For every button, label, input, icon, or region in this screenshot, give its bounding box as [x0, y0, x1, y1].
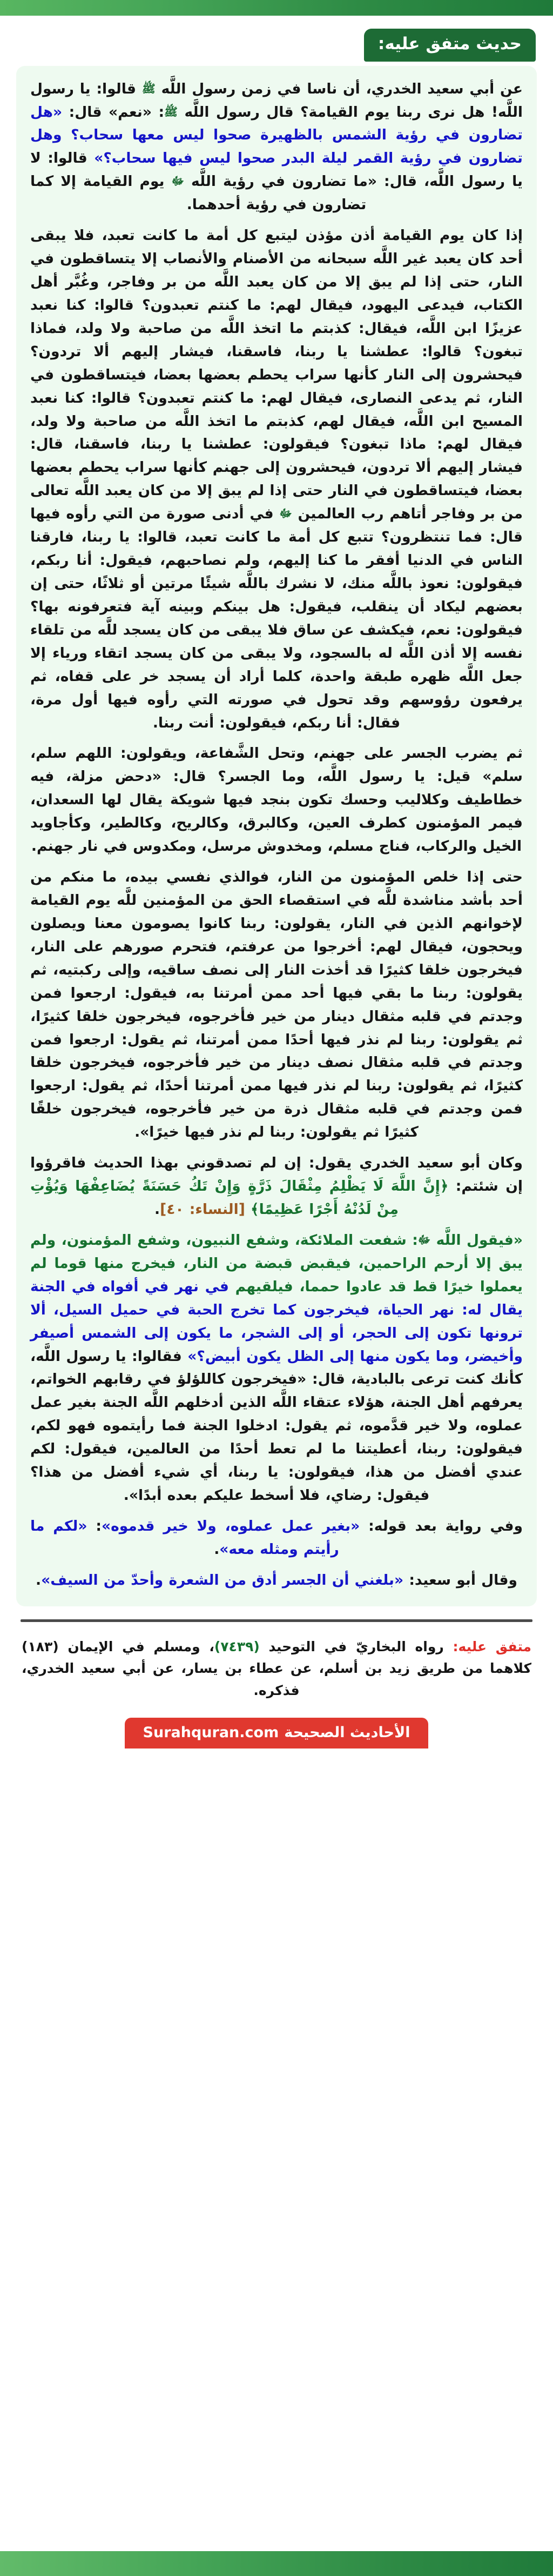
source-grade-label: متفق عليه:	[453, 1638, 532, 1654]
brand-site-url: Surahquran.com	[143, 1724, 279, 1741]
source-text-run: رواه البخاريّ في التوحيد	[259, 1638, 453, 1654]
text-run-brown: [النساء: ٤٠]	[160, 1200, 251, 1218]
brand-arabic-label: الأحاديث الصحيحة	[284, 1724, 410, 1741]
source-text-run: كلاهما من طريق زيد بن أسلم، عن عطاء بن يسار، عن أبي سعيد الخدري، فذكره.	[22, 1660, 531, 1698]
text-run-blue: «بغير عمل عملوه، ولا خير قدموه»	[101, 1517, 360, 1534]
hadith-paragraph	[30, 224, 523, 735]
hadith-paragraph	[30, 866, 523, 1144]
hadith-number: (٧٤٣٩)	[214, 1638, 260, 1654]
text-run-black: قالوا: يا رسول اللَّه! هل نرى ربنا يوم القيامة؟ قال رسول اللَّه	[30, 80, 523, 121]
text-run-black: .	[36, 1571, 42, 1589]
text-run-black: فقالوا: يا رسول اللَّه، كأنك كنت ترعى بالبادية، قال:	[30, 1347, 523, 1388]
text-run-green: : شفعت الملائكة، وشفع النبيون، وشفع المؤمنون، ولم يبق إلا أرحم الراحمين، فيقبض قبضة من النار، فيخرج منها قوما لم يعملوا خيرًا قط قد عادوا حمما، فيلقيهم	[30, 1231, 523, 1295]
text-run-black: وفي رواية بعد قوله:	[360, 1517, 523, 1534]
text-run-blue: «لكم ما رأيتم ومثله معه»	[30, 1517, 339, 1558]
hadith-source-attribution	[10, 1636, 543, 1702]
text-run-blue: «هل تضارون في رؤية الشمس بالظهيرة صحوا ليس معها سحاب؟ وهل تضارون في رؤية القمر ليلة البدر صحوا ليس فيها سحاب؟»	[30, 103, 523, 167]
text-run-black: : «نعم» قال:	[62, 103, 165, 121]
text-run-green: ﴿إِنَّ اللَّهَ لَا يَظْلِمُ مِثْقَالَ ذَرَّةٍ وَإِنْ تَكُ حَسَنَةً يُضَاعِفْهَا وَيُؤْتِ مِنْ لَدُنْهُ أَجْرًا عَظِيمًا﴾	[30, 1178, 449, 1218]
text-run-green: «فيقول اللَّه	[430, 1231, 523, 1249]
text-run-blue: في نهر في أفواه في الجنة يقال له: نهر الحياة، فيخرجون كما تخرج الحبة في حميل السيل، ألا ترونها تكون إلى الحجر، أو إلى الشجر، ما يكون إلى الشمس أصيفر وأخيضر، وما يكون منها إلى الظل يكون أبيض؟»	[30, 1278, 523, 1365]
honorific-glyph: ﷻ	[417, 1233, 431, 1246]
hadith-grade-badge: حديث متفق عليه:	[364, 29, 536, 62]
source-text-run: (١٨٣)	[22, 1638, 59, 1654]
text-run-black: حتى إذا خلص المؤمنون من النار، فوالذي نفسي بيده، ما منكم من أحد بأشد مناشدة للَّه في استقصاء الحق من المؤمنين للَّه يوم القيامة لإخوانهم الذين في النار، يقولون: ربنا كانوا يصومون معنا ويصلون ويحجون، فيقال لهم: أخرجوا من عرفتم، فتحرم صورهم على النار، فيخرجون خلقا كثيرًا قد أخذت النار إلى نصف ساقيه، وإلى ركبتيه، ثم يقولون: ربنا ما بقي فيها أحد ممن أمرتنا به، فيقول: ارجعوا فمن وجدتم في قلبه مثقال دينار من خير فأخرجوه، فيخرجون خلقا كثيرًا، ثم يقولون: ربنا لم نذر فيها أحدًا ممن أمرتنا، ثم يقول: ارجعوا فمن وجدتم في قلبه مثقال نصف دينار من خير فأخرجوه، فيخرجون خلقا كثيرًا، ثم يقولون: ربنا لم نذر فيها ممن أمرتنا أحدًا، ثم يقول: ارجعوا فمن وجدتم في قلبه مثقال ذرة من خير فأخرجوه، فيخرجون خلقًا كثيرًا ثم يقولون: ربنا لم نذر فيها خيرًا».	[30, 869, 523, 1141]
hadith-paragraph	[30, 1229, 523, 1507]
honorific-glyph: ﷻ	[171, 175, 184, 188]
hadith-paragraph	[30, 1569, 523, 1592]
bottom-decorative-strip	[0, 2551, 553, 2576]
text-run-black: .	[214, 1540, 220, 1558]
hadith-text-card	[16, 66, 537, 1606]
header-badge-row	[10, 29, 543, 66]
text-run-black: «ما تضارون في رؤية اللَّه	[184, 173, 377, 190]
text-run-black: «دحض مزلة، فيه خطاطيف وكلاليب وحسك تكون بنجد فيها شويكة يقال لها السعدان، فيمر المؤمنون كطرف العين، وكالبرق، وكالريح، وكالطير، وكأجاويد الخيل والركاب، فناج مسلم، ومخدوش مرسل، ومكدوس في نار جهنم.	[30, 768, 523, 855]
text-run-black: قالوا: لا يا رسول اللَّه، قال:	[30, 150, 523, 190]
text-run-black: ثم يضرب الجسر على جهنم، وتحل الشَّفاعة، ويقولون: اللهم سلم، سلم» قيل: يا رسول اللَّه، وما الجسر؟ قال:	[30, 745, 523, 785]
hadith-paragraph	[30, 742, 523, 858]
hadith-paragraph	[30, 1152, 523, 1222]
text-run-black: «فيخرجون كاللؤلؤ في رقابهم الخواتم، يعرفهم أهل الجنة، هؤلاء عتقاء اللَّه الذين أدخلهم اللَّه الجنة بغير عمل عملوه، ولا خير قدَّموه، ثم يقول: ادخلوا الجنة فما رأيتموه فهو لكم، فيقولون: ربنا، أعطيتنا ما لم تعط أحدًا من العالمين، فيقول: لكم عندي أفضل من هذا، فيقولون: يا ربنا، أي شيء أفضل من هذا؟ فيقول: رضاي، فلا أسخط عليكم بعده أبدًا».	[30, 1371, 523, 1504]
text-run-black: في أدنى صورة من التي رأوه فيها قال: فما تنتظرون؟ تتبع كل أمة ما كانت تعبد، قالوا: يا ربنا، فارقنا الناس في الدنيا أفقر ما كنا إليهم، ولم نصاحبهم، فيقول: أنا ربكم، فيقولون: نعوذ باللَّه منك، لا نشرك باللَّه شيئًا مرتين أو ثلاثًا، حتى إن بعضهم ليكاد أن ينقلب، فيقول: هل بينكم وبينه آية فتعرفونه بها؟ فيقولون: نعم، فيكشف عن ساق فلا يبقى من كان يسجد للَّه من تلقاء نفسه إلا أذن اللَّه له بالسجود، ولا يبقى من كان يسجد اتقاء ورياء إلا جعل اللَّه ظهره طبقة واحدة، كلما أراد أن يسجد خر على قفاه، ثم يرفعون رؤوسهم وقد تحول في صورته التي رأوه فيها أول مرة، فقال: أنا ربكم، فيقولون: أنت ربنا.	[30, 505, 523, 731]
text-run-blue: «بلغني أن الجسر أدق من الشعرة وأحدّ من السيف»	[41, 1571, 404, 1589]
text-run-black: وقال أبو سعيد:	[403, 1571, 517, 1589]
text-run-black: إذا كان يوم القيامة أذن مؤذن ليتبع كل أمة ما كانت تعبد، فلا يبقى أحد كان يعبد غير اللَّه سبحانه من الأصنام والأنصاب إلا يتساقطون في النار، حتى إذا لم يبق إلا من كان يعبد اللَّه من بر وفاجر، وغُبَّر أهل الكتاب، فيدعى اليهود، فيقال لهم: ما كنتم تعبدون؟ قالوا: كنا نعبد عزيزًا ابن اللَّه، فيقال: كذبتم ما اتخذ اللَّه من صاحبة ولا ولد، فماذا تبغون؟ قالوا: عطشنا يا ربنا، فاسقنا، فيشار إليهم ألا تردون؟ فيحشرون إلى النار كأنها سراب يحطم بعضها بعضا، فيتساقطون في النار، ثم يدعى النصارى، فيقال لهم: ما كنتم تعبدون؟ قالوا: كنا نعبد المسيح ابن اللَّه، فيقال لهم، كذبتم ما اتخذ اللَّه من صاحبة ولا ولد، فيقال لهم: ماذا تبغون؟ فيقولون: عطشنا يا ربنا، فاسقنا، قال: فيشار إليهم ألا تردون، فيحشرون إلى جهنم كأنها سراب يحطم بعضها بعضا، فيتساقطون في النار حتى إذا لم يبق إلا من كان يعبد اللَّه تعالى من بر وفاجر أتاهم رب العالمين	[30, 227, 523, 523]
text-run-black: :	[87, 1517, 102, 1534]
hadith-paragraph	[30, 1515, 523, 1561]
source-text-run: ، ومسلم في الإيمان	[58, 1638, 214, 1654]
hadith-paragraph	[30, 78, 523, 217]
text-run-black: وكان أبو سعيد الخدري يقول: إن لم تصدقوني بهذا الحديث فاقرؤوا إن شئتم:	[30, 1154, 523, 1195]
honorific-glyph: ﷻ	[279, 507, 292, 520]
text-run-black: .	[154, 1200, 160, 1218]
brand-badge-row	[10, 1718, 543, 1749]
top-decorative-strip	[0, 0, 553, 16]
text-run-black: عن أبي سعيد الخدري، أن ناسا في زمن رسول اللَّه	[155, 80, 523, 97]
honorific-glyph: ﷺ	[141, 82, 156, 95]
site-brand-badge[interactable]	[125, 1718, 429, 1749]
text-run-black: يوم القيامة إلا كما تضارون في رؤية أحدهما.	[30, 173, 367, 213]
page-content	[0, 16, 553, 2551]
honorific-glyph: ﷺ	[164, 105, 178, 118]
section-divider	[21, 1619, 532, 1622]
